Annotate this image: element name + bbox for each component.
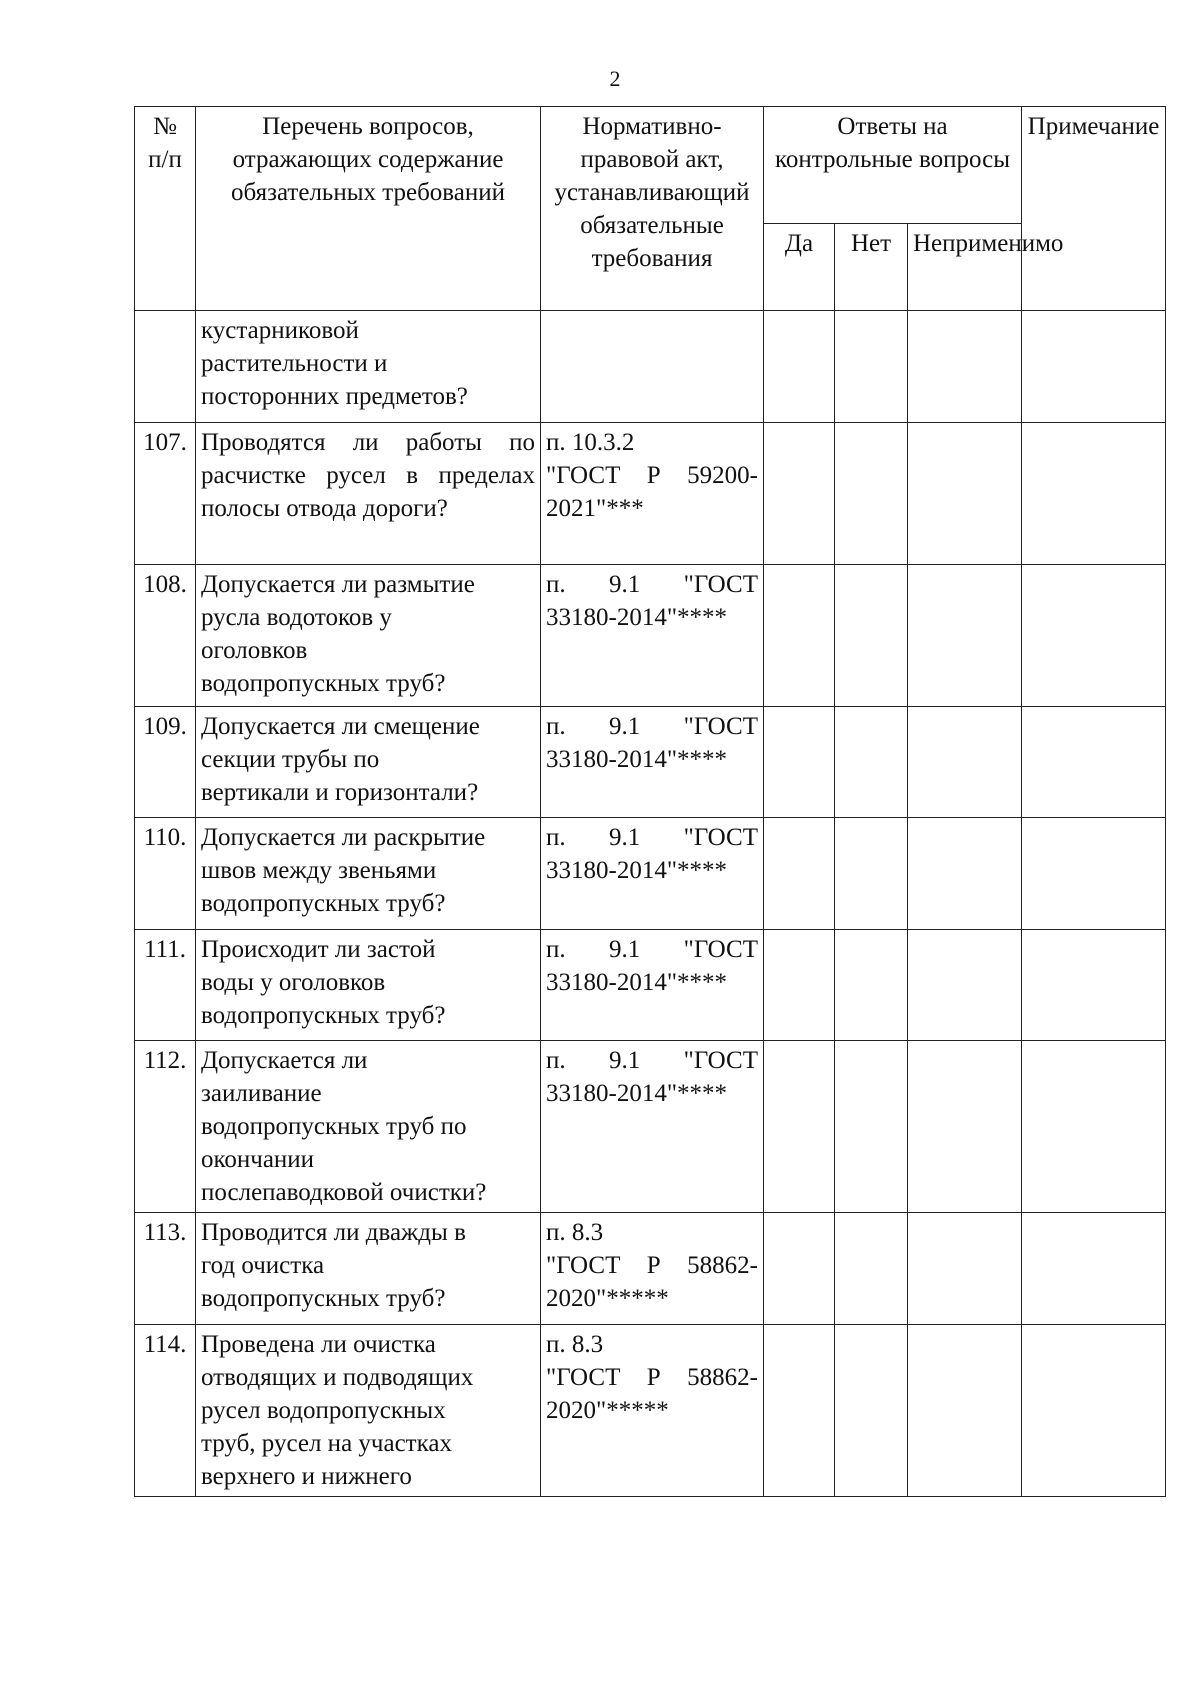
question-line: швов между звеньями — [201, 857, 437, 884]
note-cell[interactable] — [1022, 311, 1166, 423]
question-line: год очистка — [201, 1252, 325, 1279]
row-number: 113. — [135, 1213, 196, 1325]
question-line: водопропускных труб? — [201, 1002, 446, 1029]
question-line: растительности и — [201, 350, 388, 377]
answer-no-cell[interactable] — [835, 311, 908, 423]
header-row — [135, 107, 1166, 224]
question-line: отводящих и подводящих — [201, 1364, 474, 1391]
row-number: 114. — [135, 1325, 196, 1497]
header-note: Примечание — [1022, 107, 1166, 311]
row-legal-act — [541, 1325, 764, 1497]
row-question — [196, 565, 541, 707]
answer-yes-cell[interactable] — [764, 707, 835, 818]
table-row — [135, 1041, 1166, 1213]
answer-no-cell[interactable] — [835, 1041, 908, 1213]
question-line: посторонних предметов? — [201, 383, 468, 410]
legal-act-line: п. 10.3.2 — [546, 429, 635, 456]
header-questions: Перечень вопросов, отражающих содержание обязательных требований — [196, 107, 541, 311]
answer-yes-cell[interactable] — [764, 818, 835, 930]
answer-yes-cell[interactable] — [764, 1213, 835, 1325]
row-legal-act — [541, 565, 764, 707]
header-yes: Да — [764, 224, 835, 311]
table-row — [135, 930, 1166, 1041]
row-number: 109. — [135, 707, 196, 818]
table-row — [135, 1213, 1166, 1325]
legal-act-line: п. 9.1 "ГОСТ 33180-2014"**** — [546, 936, 758, 996]
note-cell[interactable] — [1022, 423, 1166, 565]
legal-act-line: п. 9.1 "ГОСТ 33180-2014"**** — [546, 571, 758, 631]
row-question — [196, 1041, 541, 1213]
note-cell[interactable] — [1022, 707, 1166, 818]
row-question — [196, 1213, 541, 1325]
legal-act-line: п. 9.1 "ГОСТ 33180-2014"**** — [546, 1047, 758, 1107]
page-number: 2 — [609, 66, 621, 91]
row-question — [196, 707, 541, 818]
answer-na-cell[interactable] — [908, 1213, 1022, 1325]
question-line: труб, русел на участках — [201, 1430, 452, 1457]
answer-na-cell[interactable] — [908, 1041, 1022, 1213]
question-line: заиливание — [201, 1080, 322, 1107]
row-number — [135, 311, 196, 423]
answer-yes-cell[interactable] — [764, 565, 835, 707]
answer-na-cell[interactable] — [908, 1325, 1022, 1497]
row-number: 110. — [135, 818, 196, 930]
question-line: Допускается ли раскрытие — [201, 824, 486, 851]
answer-no-cell[interactable] — [835, 565, 908, 707]
row-legal-act — [541, 818, 764, 930]
header-answers: Ответы на контрольные вопросы — [764, 107, 1022, 224]
note-cell[interactable] — [1022, 565, 1166, 707]
answer-na-cell[interactable] — [908, 818, 1022, 930]
answer-yes-cell[interactable] — [764, 423, 835, 565]
legal-act-line: "ГОСТ Р 59200-2021"*** — [546, 462, 758, 522]
header-number: № п/п — [135, 107, 196, 311]
legal-act-line: "ГОСТ Р 58862-2020"***** — [546, 1252, 758, 1312]
answer-yes-cell[interactable] — [764, 311, 835, 423]
row-question — [196, 818, 541, 930]
question-line: секции трубы по — [201, 746, 380, 773]
question-line: Проводятся ли работы по расчистке русел в пределах полосы отвода дороги? — [201, 429, 535, 522]
note-cell[interactable] — [1022, 818, 1166, 930]
answer-yes-cell[interactable] — [764, 930, 835, 1041]
row-legal-act — [541, 311, 764, 423]
table-row — [135, 311, 1166, 423]
table-row — [135, 818, 1166, 930]
question-line: Проводится ли дважды в — [201, 1219, 466, 1246]
answer-no-cell[interactable] — [835, 423, 908, 565]
row-legal-act — [541, 707, 764, 818]
answer-na-cell[interactable] — [908, 423, 1022, 565]
question-line: водопропускных труб по — [201, 1113, 467, 1140]
header-legal-act: Нормативно-правовой акт, устанавливающий обязательные требования — [541, 107, 764, 311]
question-line: Допускается ли смещение — [201, 713, 480, 740]
question-line: кустарниковой — [201, 317, 359, 344]
question-line: русла водотоков у — [201, 604, 392, 631]
row-question — [196, 930, 541, 1041]
header-not-applicable: Неприменимо — [908, 224, 1022, 311]
table-row — [135, 1325, 1166, 1497]
answer-no-cell[interactable] — [835, 707, 908, 818]
question-line: Проведена ли очистка — [201, 1331, 436, 1358]
question-line: верхнего и нижнего — [201, 1463, 412, 1490]
note-cell[interactable] — [1022, 1325, 1166, 1497]
table-row — [135, 565, 1166, 707]
question-line: оголовков — [201, 637, 308, 664]
row-question — [196, 1325, 541, 1497]
question-line: Допускается ли — [201, 1047, 368, 1074]
row-legal-act — [541, 1213, 764, 1325]
question-line: Допускается ли размытие — [201, 571, 475, 598]
note-cell[interactable] — [1022, 930, 1166, 1041]
legal-act-line: п. 8.3 — [546, 1219, 604, 1246]
question-line: послепаводковой очистки? — [201, 1179, 487, 1206]
legal-act-line: "ГОСТ Р 58862-2020"***** — [546, 1364, 758, 1424]
answer-na-cell[interactable] — [908, 565, 1022, 707]
note-cell[interactable] — [1022, 1213, 1166, 1325]
answer-no-cell[interactable] — [835, 818, 908, 930]
question-line: вертикали и горизонтали? — [201, 779, 479, 806]
header-no: Нет — [835, 224, 908, 311]
row-number: 112. — [135, 1041, 196, 1213]
legal-act-line: п. 8.3 — [546, 1331, 604, 1358]
legal-act-line: п. 9.1 "ГОСТ 33180-2014"**** — [546, 824, 758, 884]
answer-yes-cell[interactable] — [764, 1041, 835, 1213]
answer-na-cell[interactable] — [908, 930, 1022, 1041]
question-line: водопропускных труб? — [201, 1285, 446, 1312]
checklist-table — [134, 106, 1166, 1497]
answer-no-cell[interactable] — [835, 1325, 908, 1497]
row-legal-act — [541, 1041, 764, 1213]
answer-na-cell[interactable] — [908, 311, 1022, 423]
row-question — [196, 311, 541, 423]
table-row — [135, 707, 1166, 818]
answer-no-cell[interactable] — [835, 930, 908, 1041]
row-number: 108. — [135, 565, 196, 707]
row-legal-act — [541, 423, 764, 565]
answer-na-cell[interactable] — [908, 707, 1022, 818]
question-line: водопропускных труб? — [201, 670, 446, 697]
answer-no-cell[interactable] — [835, 1213, 908, 1325]
row-legal-act — [541, 930, 764, 1041]
question-line: водопропускных труб? — [201, 890, 446, 917]
table-row — [135, 423, 1166, 565]
answer-yes-cell[interactable] — [764, 1325, 835, 1497]
question-line: Происходит ли застой — [201, 936, 436, 963]
question-line: окончании — [201, 1146, 315, 1173]
note-cell[interactable] — [1022, 1041, 1166, 1213]
legal-act-line: п. 9.1 "ГОСТ 33180-2014"**** — [546, 713, 758, 773]
row-number: 107. — [135, 423, 196, 565]
question-line: воды у оголовков — [201, 969, 386, 996]
question-line: русел водопропускных — [201, 1397, 446, 1424]
row-number: 111. — [135, 930, 196, 1041]
row-question — [196, 423, 541, 565]
